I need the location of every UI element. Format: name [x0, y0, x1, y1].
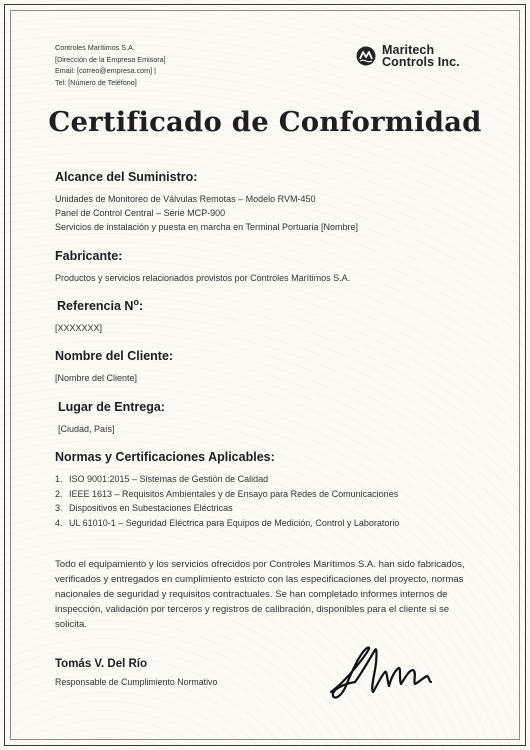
norms-item-text: UL 61010-1 – Seguridad Eléctrica para Equipos de Medición, Control y Laboratorio — [69, 517, 400, 528]
norms-item — [55, 516, 399, 531]
signer-name: Tomás V. Del Río — [55, 658, 148, 670]
reference-section — [57, 297, 143, 335]
reference-heading — [57, 297, 143, 313]
compliance-statement: Todo el equipamiento y los servicios ofrecidos por Controles Marítimos S.A. han sido fabricados, verificados y entregados en cumplimiento estricto con las especificaciones del proyecto, normas nacionales de seguridad y requisitos contractuales. Se han completado informes internos de inspección, validación por terceros y registros de calibración, disponibles para el cliente si se solicita. — [55, 559, 465, 630]
handwritten-signature-icon — [325, 640, 440, 705]
issuer-address: [Dirección de la Empresa Emisora] — [55, 54, 166, 64]
delivery-section — [58, 400, 165, 436]
norms-item-text: Dispositivos en Subestaciones Eléctricas — [69, 503, 233, 513]
issuer-phone: Tel: [Número de Teléfono] — [55, 77, 137, 87]
scope-line: Panel de Control Central – Serie MCP-900 — [55, 208, 226, 218]
manufacturer-heading: Fabricante: — [55, 249, 123, 263]
scope-section — [55, 170, 358, 234]
delivery-heading: Lugar de Entrega: — [58, 400, 165, 414]
client-value: [Nombre del Cliente] — [55, 373, 138, 383]
scope-line: Servicios de instalación y puesta en marcha en Terminal Portuaria [Nombre] — [55, 222, 358, 232]
issuer-name: Controles Marítimos S.A. — [55, 43, 135, 52]
norms-item — [55, 472, 399, 487]
manufacturer-section — [55, 249, 350, 285]
issuer-email: Email: [correo@empresa.com] | — [55, 66, 157, 75]
norms-item-text: IEEE 1613 – Requisitos Ambientales y de Ensayo para Redes de Comunicaciones — [69, 488, 399, 499]
norms-heading: Normas y Certificaciones Aplicables: — [55, 450, 275, 464]
reference-heading-colon: : — [138, 299, 144, 314]
client-heading: Nombre del Cliente: — [55, 349, 174, 363]
delivery-value: [Ciudad, País] — [58, 424, 115, 434]
logo-line-2: Controls Inc. — [382, 55, 460, 69]
signer-role: Responsable de Cumplimiento Normativo — [55, 677, 218, 687]
norms-item-number: 3. — [55, 503, 63, 513]
issuer-contact-block — [55, 42, 166, 88]
company-logo — [356, 44, 460, 68]
scope-heading: Alcance del Suministro: — [55, 170, 198, 184]
reference-heading-text: Referencia N — [57, 299, 134, 314]
maritech-logo-mark-icon — [356, 46, 376, 66]
scope-line: Unidades de Monitoreo de Válvulas Remotas – Modelo RVM-450 — [55, 194, 316, 204]
reference-value: [XXXXXXX] — [55, 323, 103, 334]
logo-line-1: Maritech — [382, 43, 435, 57]
norms-list — [55, 472, 399, 530]
norms-item — [55, 501, 399, 516]
norms-item — [55, 487, 399, 502]
logo-wordmark — [382, 44, 460, 68]
certificate-title: Certificado de Conformidad — [48, 106, 482, 138]
client-section — [55, 349, 173, 385]
norms-item-number: 1. — [55, 474, 63, 484]
norms-item-number: 2. — [55, 488, 63, 499]
norms-section — [55, 450, 399, 530]
reference-heading-sup: o — [133, 297, 139, 307]
norms-item-text: ISO 9001:2015 – Sistemas de Gestión de Calidad — [69, 474, 269, 484]
norms-item-number: 4. — [55, 517, 63, 528]
manufacturer-text: Productos y servicios relacionados provistos por Controles Marítimos S.A. — [55, 273, 351, 283]
